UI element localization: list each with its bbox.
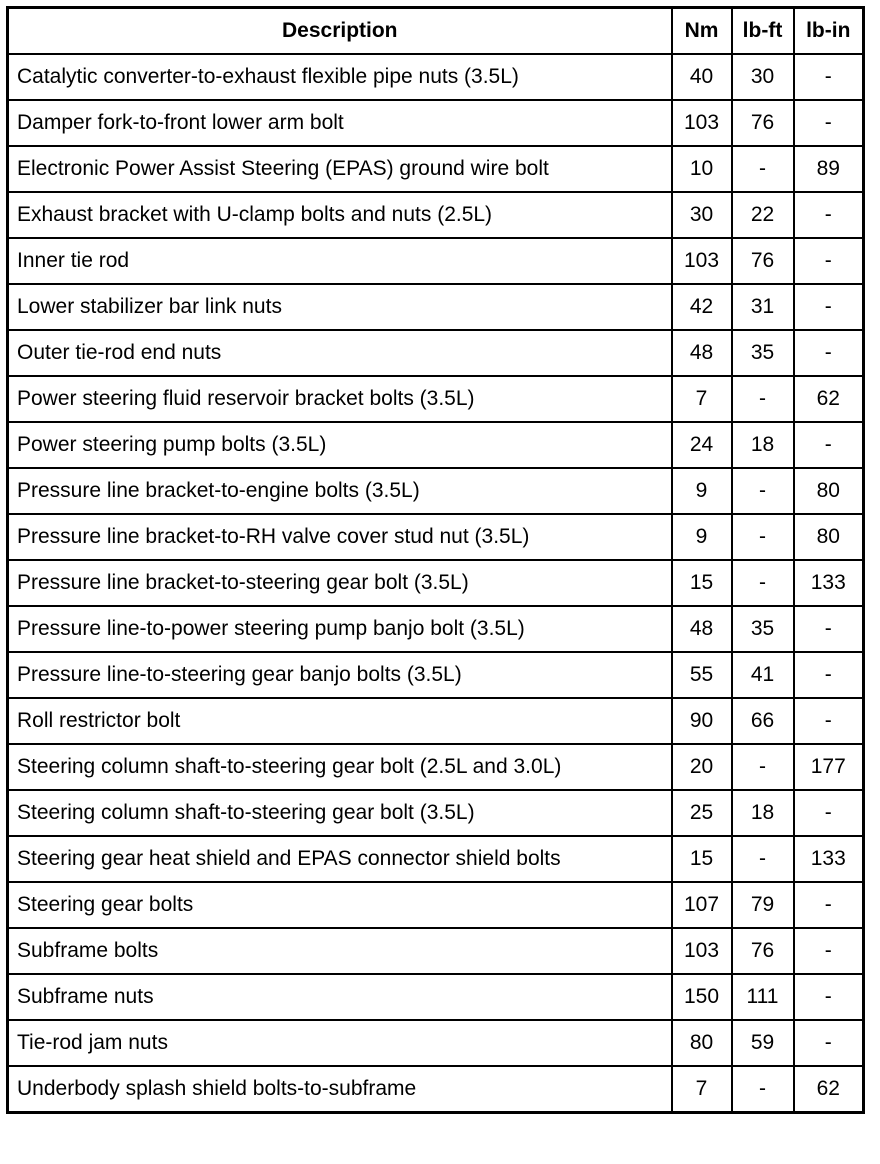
- cell-nm: 15: [672, 836, 732, 882]
- table-row: [8, 652, 864, 698]
- cell-lbin: 62: [794, 376, 864, 422]
- cell-description: Damper fork-to-front lower arm bolt: [8, 100, 672, 146]
- cell-lbft: -: [732, 560, 794, 606]
- cell-nm: 30: [672, 192, 732, 238]
- cell-lbft: 35: [732, 330, 794, 376]
- table-row: [8, 744, 864, 790]
- column-header-description: Description: [8, 8, 672, 55]
- cell-description: Subframe bolts: [8, 928, 672, 974]
- table-row: [8, 790, 864, 836]
- table-row: [8, 100, 864, 146]
- cell-nm: 20: [672, 744, 732, 790]
- cell-lbin: 89: [794, 146, 864, 192]
- cell-lbin: -: [794, 606, 864, 652]
- table-row: [8, 1020, 864, 1066]
- cell-lbin: -: [794, 330, 864, 376]
- cell-nm: 48: [672, 606, 732, 652]
- cell-lbin: -: [794, 54, 864, 100]
- table-row: [8, 836, 864, 882]
- table-header-row: [8, 8, 864, 55]
- cell-nm: 90: [672, 698, 732, 744]
- table-row: [8, 192, 864, 238]
- cell-description: Pressure line-to-power steering pump banjo bolt (3.5L): [8, 606, 672, 652]
- cell-lbin: -: [794, 928, 864, 974]
- table-row: [8, 974, 864, 1020]
- cell-lbin: -: [794, 1020, 864, 1066]
- cell-lbin: 80: [794, 468, 864, 514]
- table-row: [8, 146, 864, 192]
- cell-nm: 48: [672, 330, 732, 376]
- cell-lbin: -: [794, 790, 864, 836]
- column-header-lbft: lb-ft: [732, 8, 794, 55]
- cell-description: Steering gear bolts: [8, 882, 672, 928]
- cell-description: Electronic Power Assist Steering (EPAS) ground wire bolt: [8, 146, 672, 192]
- table-row: [8, 882, 864, 928]
- table-row: [8, 330, 864, 376]
- cell-lbft: 111: [732, 974, 794, 1020]
- cell-description: Roll restrictor bolt: [8, 698, 672, 744]
- cell-lbft: 41: [732, 652, 794, 698]
- cell-description: Subframe nuts: [8, 974, 672, 1020]
- table-row: [8, 468, 864, 514]
- table-row: [8, 238, 864, 284]
- table-row: [8, 560, 864, 606]
- cell-description: Outer tie-rod end nuts: [8, 330, 672, 376]
- cell-description: Inner tie rod: [8, 238, 672, 284]
- cell-nm: 40: [672, 54, 732, 100]
- cell-lbft: -: [732, 514, 794, 560]
- cell-nm: 7: [672, 376, 732, 422]
- cell-lbft: 22: [732, 192, 794, 238]
- cell-lbin: -: [794, 192, 864, 238]
- cell-nm: 55: [672, 652, 732, 698]
- cell-nm: 150: [672, 974, 732, 1020]
- cell-nm: 42: [672, 284, 732, 330]
- table-row: [8, 928, 864, 974]
- cell-lbin: -: [794, 100, 864, 146]
- table-row: [8, 606, 864, 652]
- cell-lbft: 76: [732, 238, 794, 284]
- cell-lbft: 66: [732, 698, 794, 744]
- table-row: [8, 698, 864, 744]
- cell-description: Pressure line bracket-to-engine bolts (3.5L): [8, 468, 672, 514]
- table-body: [8, 54, 864, 1113]
- cell-lbin: -: [794, 974, 864, 1020]
- cell-lbin: 80: [794, 514, 864, 560]
- cell-lbft: 18: [732, 790, 794, 836]
- cell-lbin: -: [794, 238, 864, 284]
- cell-lbin: -: [794, 882, 864, 928]
- cell-lbft: 18: [732, 422, 794, 468]
- column-header-lbin: lb-in: [794, 8, 864, 55]
- table-row: [8, 54, 864, 100]
- cell-nm: 10: [672, 146, 732, 192]
- cell-lbft: -: [732, 146, 794, 192]
- cell-lbft: 30: [732, 54, 794, 100]
- table-row: [8, 376, 864, 422]
- cell-description: Underbody splash shield bolts-to-subframe: [8, 1066, 672, 1113]
- cell-lbft: -: [732, 744, 794, 790]
- cell-description: Exhaust bracket with U-clamp bolts and nuts (2.5L): [8, 192, 672, 238]
- cell-lbft: 79: [732, 882, 794, 928]
- cell-lbft: -: [732, 1066, 794, 1113]
- cell-lbin: 62: [794, 1066, 864, 1113]
- cell-lbft: -: [732, 376, 794, 422]
- cell-description: Pressure line-to-steering gear banjo bolts (3.5L): [8, 652, 672, 698]
- cell-nm: 7: [672, 1066, 732, 1113]
- cell-lbin: -: [794, 698, 864, 744]
- cell-description: Steering gear heat shield and EPAS connector shield bolts: [8, 836, 672, 882]
- table-row: [8, 514, 864, 560]
- cell-nm: 103: [672, 928, 732, 974]
- cell-lbin: -: [794, 652, 864, 698]
- cell-lbin: -: [794, 422, 864, 468]
- cell-nm: 15: [672, 560, 732, 606]
- cell-lbft: 76: [732, 928, 794, 974]
- cell-lbft: 31: [732, 284, 794, 330]
- cell-description: Catalytic converter-to-exhaust flexible pipe nuts (3.5L): [8, 54, 672, 100]
- cell-description: Steering column shaft-to-steering gear bolt (2.5L and 3.0L): [8, 744, 672, 790]
- cell-lbft: 76: [732, 100, 794, 146]
- cell-nm: 24: [672, 422, 732, 468]
- cell-lbft: 59: [732, 1020, 794, 1066]
- cell-description: Tie-rod jam nuts: [8, 1020, 672, 1066]
- cell-nm: 103: [672, 100, 732, 146]
- torque-specifications-table: [6, 6, 865, 1114]
- cell-nm: 25: [672, 790, 732, 836]
- table-row: [8, 1066, 864, 1113]
- cell-description: Pressure line bracket-to-RH valve cover stud nut (3.5L): [8, 514, 672, 560]
- table-row: [8, 284, 864, 330]
- cell-nm: 107: [672, 882, 732, 928]
- cell-lbft: -: [732, 836, 794, 882]
- cell-description: Pressure line bracket-to-steering gear bolt (3.5L): [8, 560, 672, 606]
- cell-nm: 103: [672, 238, 732, 284]
- cell-description: Lower stabilizer bar link nuts: [8, 284, 672, 330]
- column-header-nm: Nm: [672, 8, 732, 55]
- cell-lbft: 35: [732, 606, 794, 652]
- cell-nm: 80: [672, 1020, 732, 1066]
- cell-lbin: -: [794, 284, 864, 330]
- cell-description: Power steering pump bolts (3.5L): [8, 422, 672, 468]
- cell-lbin: 133: [794, 836, 864, 882]
- cell-description: Power steering fluid reservoir bracket bolts (3.5L): [8, 376, 672, 422]
- cell-lbin: 177: [794, 744, 864, 790]
- cell-nm: 9: [672, 514, 732, 560]
- table-row: [8, 422, 864, 468]
- cell-description: Steering column shaft-to-steering gear bolt (3.5L): [8, 790, 672, 836]
- cell-lbft: -: [732, 468, 794, 514]
- cell-nm: 9: [672, 468, 732, 514]
- cell-lbin: 133: [794, 560, 864, 606]
